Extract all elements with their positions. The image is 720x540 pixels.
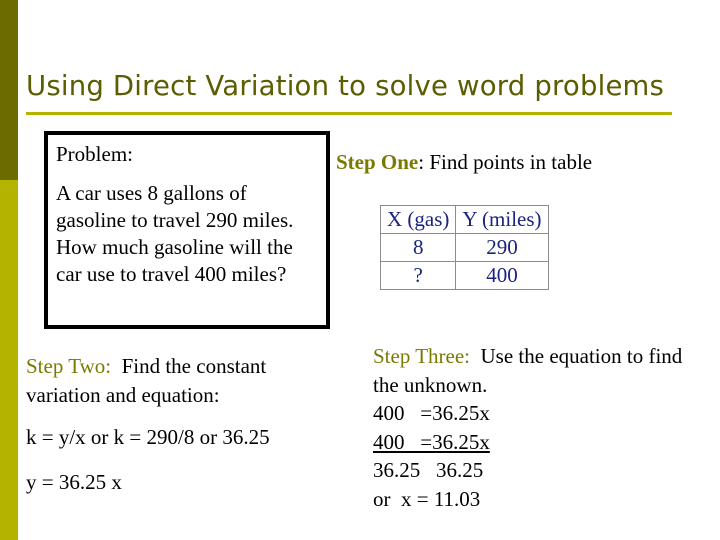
equation-line-1: 400 =36.25x — [373, 401, 490, 425]
step-three — [373, 342, 693, 513]
slide-title: Using Direct Variation to solve word problems — [26, 70, 665, 102]
step-two — [26, 352, 326, 410]
equation-line-2: 400 =36.25x — [373, 429, 490, 454]
table-row — [381, 262, 549, 290]
step-three-label: Step Three: — [373, 344, 471, 368]
table-header-row — [381, 206, 549, 234]
accent-bar-dark — [0, 0, 18, 180]
table-row — [381, 234, 549, 262]
problem-label: Problem: — [56, 142, 133, 166]
table-cell: 8 — [381, 234, 456, 262]
step-one-text: : Find points in table — [418, 150, 593, 174]
problem-text: A car uses 8 gallons of gasoline to travel 290 miles. How much gasoline will the car use to travel 400 miles? — [56, 181, 294, 286]
equation-line-3: 36.25 36.25 — [373, 458, 484, 482]
table-cell: ? — [381, 262, 456, 290]
constant-equation: k = y/x or k = 290/8 or 36.25 — [26, 425, 270, 449]
table-cell: 290 — [456, 234, 548, 262]
result-line: or x = 11.03 — [373, 486, 481, 511]
left-accent-bar — [0, 0, 18, 540]
step-one — [336, 150, 592, 175]
table-cell: 400 — [456, 262, 548, 290]
step-one-label: Step One — [336, 150, 419, 174]
table-header-x: X (gas) — [381, 206, 456, 234]
accent-bar-light — [0, 180, 18, 540]
step-three-text: Use the equation to find the unknown. — [373, 344, 688, 397]
variation-equation: y = 36.25 x — [26, 470, 122, 494]
points-table — [380, 205, 549, 290]
step-two-text: Find the constant variation and equation: — [26, 354, 272, 407]
step-two-label: Step Two: — [26, 354, 112, 378]
table-header-y: Y (miles) — [456, 206, 548, 234]
title-underline — [26, 112, 672, 115]
